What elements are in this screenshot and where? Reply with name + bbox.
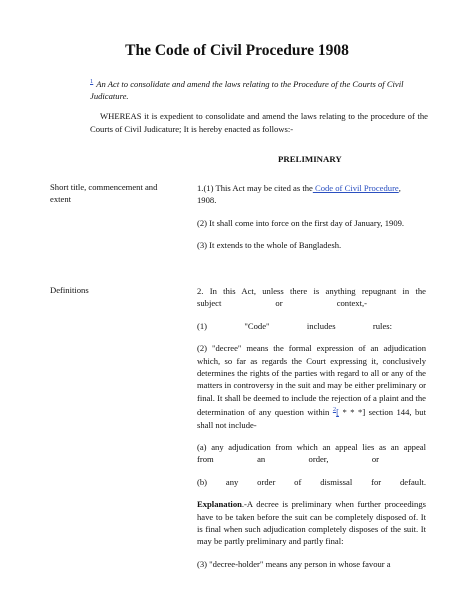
- amendment-bracket-link[interactable]: [: [336, 407, 339, 418]
- definition-decree-holder: (3) "decree-holder" means any person in whose favour a: [197, 558, 391, 569]
- decree-exclusion-a-line1: (a) any adjudication from which an appeal lies as an appeal: [197, 441, 426, 452]
- section-1-clause-3: (3) It extends to the whole of Bangladesh.: [197, 240, 342, 251]
- decree-exclusion-b: (b) any order of dismissal for default.: [197, 476, 426, 487]
- code-of-civil-procedure-link[interactable]: Code of Civil Procedure: [312, 183, 399, 193]
- section-2-intro-line2: subject or context,-: [197, 298, 367, 309]
- section-1-clause-1: 1.(1) This Act may be cited as the Code of Civil Procedure, 1908.: [197, 183, 401, 206]
- footnote-link-2[interactable]: 2: [332, 406, 337, 414]
- act-preamble: [90, 76, 428, 103]
- definition-decree: (2) "decree" means the formal expression of an adjudication which, so far as regards the Court expressing it, conclusively determines the rights of the parties with regard to all or any of the matters in controversy in the suit and may be either preliminary or final. It shall be deemed to include the rejection of a plaint and the determination of any question within $^2$[ * * *] section 144, but shall not include-: [197, 343, 426, 430]
- section-2: [197, 285, 426, 570]
- section-1-clause-2: (2) It shall come into force on the first day of January, 1909.: [197, 217, 405, 228]
- margin-note-short-title: Short title, commencement and extent: [50, 182, 158, 204]
- decree-explanation: Explanation.-A decree is preliminary when further proceedings have to be taken before the suit can be completely disposed of. It is final when such adjudication completely disposes of the suit. It may be partly preliminary and partly final:: [197, 499, 426, 547]
- section-2-intro-line1: 2. In this Act, unless there is anything repugnant in the: [197, 286, 426, 296]
- definition-code: (1) "Code" includes rules:: [197, 320, 392, 331]
- footnote-link[interactable]: 1: [90, 78, 94, 85]
- section-1: [197, 182, 426, 252]
- part-heading: PRELIMINARY: [278, 154, 342, 164]
- decree-exclusion-a-line2: from an order, or: [197, 454, 379, 465]
- explanation-label: Explanation: [197, 499, 242, 510]
- preamble-text: An Act to consolidate and amend the laws relating to the Procedure of the Courts of Civil Judicature.: [90, 78, 404, 102]
- page-title: The Code of Civil Procedure 1908: [125, 42, 349, 59]
- whereas-clause: WHEREAS it is expedient to consolidate and amend the laws relating to the procedure of the Courts of Civil Judicature; It is hereby enacted as follows:-: [90, 111, 428, 134]
- margin-note-definitions: Definitions: [50, 285, 89, 295]
